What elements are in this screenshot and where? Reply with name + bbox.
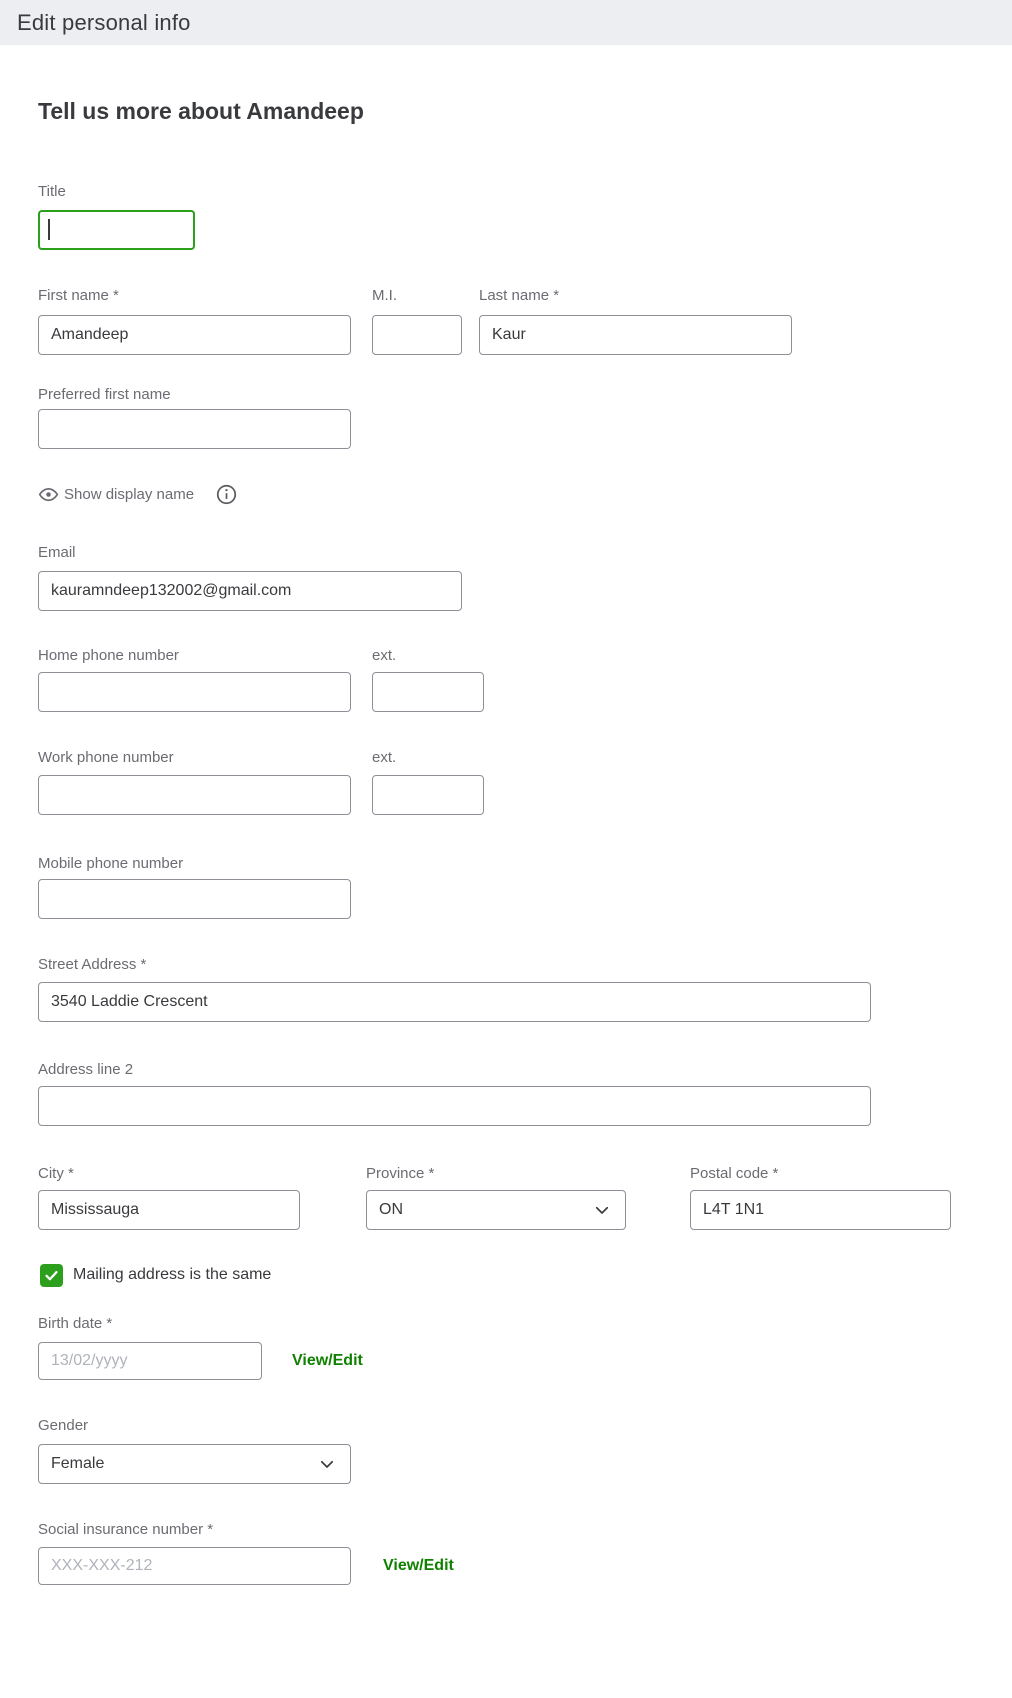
mailing-same-checkbox[interactable] [40, 1264, 63, 1287]
postal-code-label: Postal code * [690, 1165, 779, 1182]
gender-value: Female [51, 1455, 105, 1472]
eye-icon [38, 484, 59, 505]
province-value: ON [379, 1201, 403, 1218]
mailing-same-label: Mailing address is the same [73, 1266, 272, 1283]
title-label: Title [38, 183, 66, 200]
home-phone-label: Home phone number [38, 647, 179, 664]
birth-date-input[interactable] [38, 1342, 262, 1380]
page-title: Edit personal info [17, 9, 191, 35]
gender-select[interactable] [38, 1444, 351, 1484]
street-address-label: Street Address * [38, 956, 147, 973]
birth-date-label: Birth date * [38, 1315, 113, 1332]
page-header [0, 0, 1012, 45]
email-label: Email [38, 544, 76, 561]
mobile-phone-input[interactable] [38, 879, 351, 919]
work-ext-input[interactable] [372, 775, 484, 815]
postal-code-input[interactable] [690, 1190, 951, 1230]
preferred-first-name-label: Preferred first name [38, 386, 171, 403]
province-select[interactable] [366, 1190, 626, 1230]
middle-initial-label: M.I. [372, 287, 397, 304]
middle-initial-input[interactable] [372, 315, 462, 355]
chevron-down-icon [593, 1201, 611, 1219]
first-name-input[interactable] [38, 315, 351, 355]
street-address-input[interactable] [38, 982, 871, 1022]
sin-view-edit-link[interactable]: View/Edit [383, 1557, 454, 1574]
text-caret [48, 219, 50, 240]
home-phone-input[interactable] [38, 672, 351, 712]
mailing-same-row[interactable] [40, 1263, 271, 1287]
birth-date-view-edit-link[interactable]: View/Edit [292, 1352, 363, 1369]
preferred-first-name-input[interactable] [38, 409, 351, 449]
home-ext-label: ext. [372, 647, 397, 664]
sin-label: Social insurance number * [38, 1521, 214, 1538]
info-icon[interactable] [216, 484, 237, 505]
mobile-phone-label: Mobile phone number [38, 855, 184, 872]
gender-label: Gender [38, 1417, 89, 1434]
home-ext-input[interactable] [372, 672, 484, 712]
work-phone-label: Work phone number [38, 749, 174, 766]
last-name-input[interactable] [479, 315, 792, 355]
show-display-name-row[interactable] [38, 482, 237, 506]
city-input[interactable] [38, 1190, 300, 1230]
show-display-name-label[interactable]: Show display name [64, 485, 195, 503]
work-ext-label: ext. [372, 749, 397, 766]
chevron-down-icon [318, 1455, 336, 1473]
province-label: Province * [366, 1165, 435, 1182]
work-phone-input[interactable] [38, 775, 351, 815]
city-label: City * [38, 1165, 74, 1182]
first-name-label: First name * [38, 287, 119, 304]
title-input[interactable] [38, 210, 195, 250]
address-line-2-label: Address line 2 [38, 1061, 134, 1078]
section-heading: Tell us more about Amandeep [38, 98, 364, 124]
last-name-label: Last name * [479, 287, 560, 304]
sin-input[interactable] [38, 1547, 351, 1585]
email-input[interactable] [38, 571, 462, 611]
address-line-2-input[interactable] [38, 1086, 871, 1126]
